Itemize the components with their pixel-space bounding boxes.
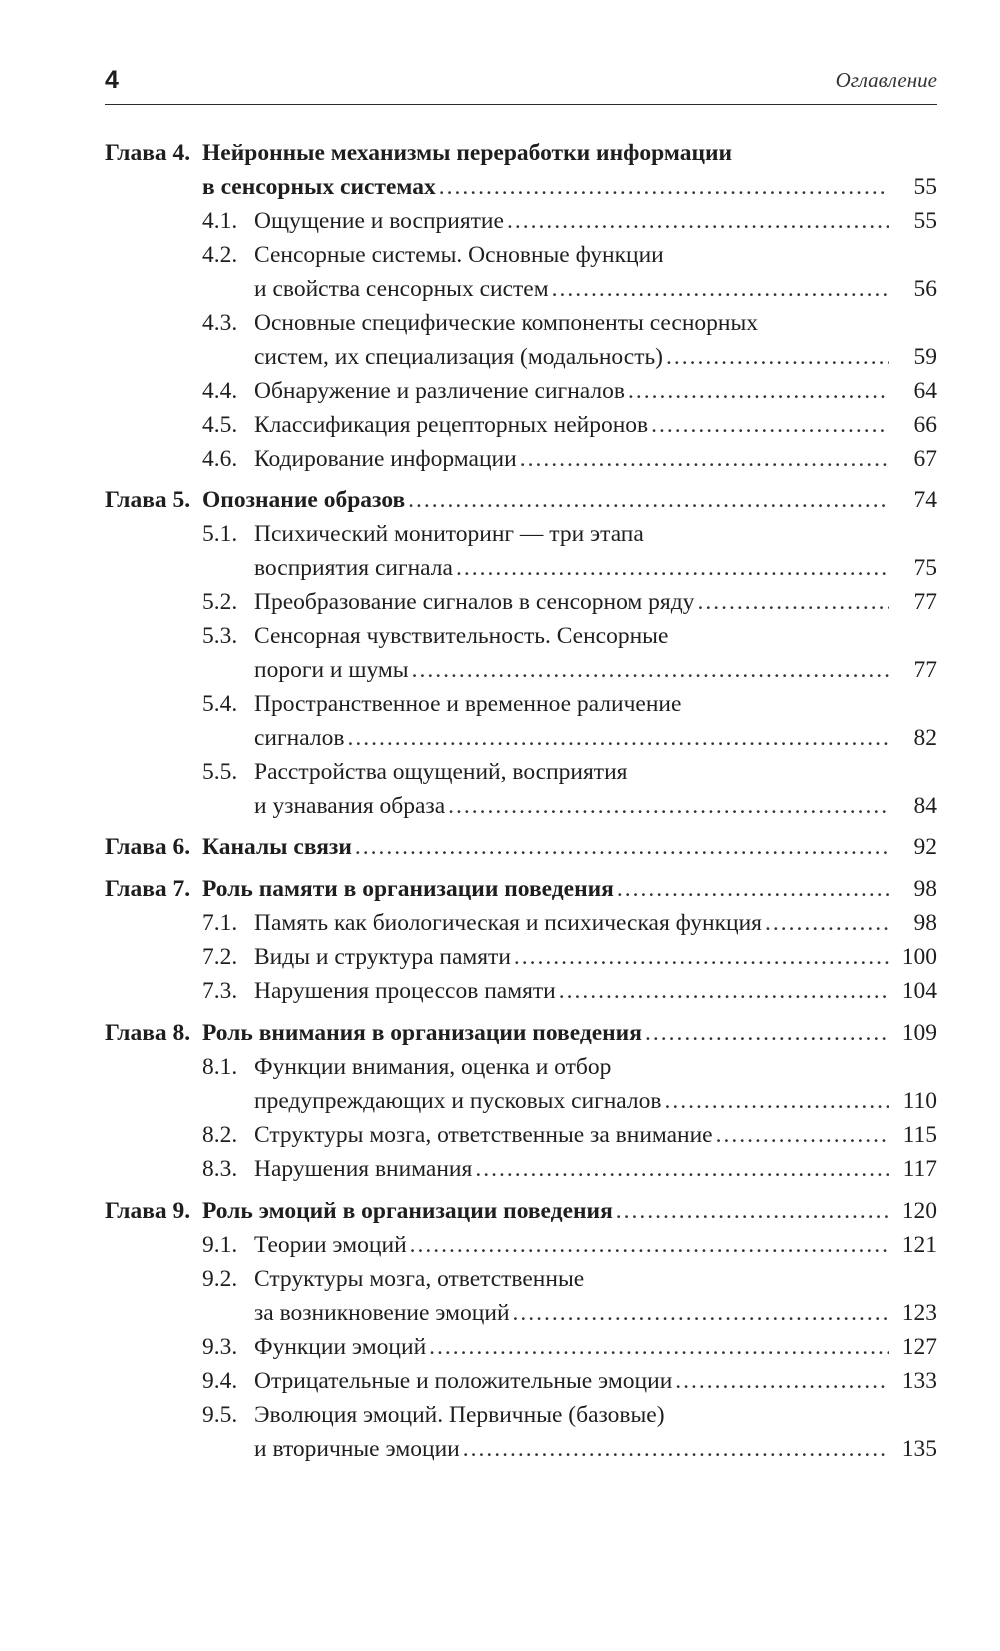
toc-section-9-3[interactable] [202,1332,937,1362]
page-ref: 127 [901,1334,937,1360]
dot-leader [475,1154,889,1184]
section-number: 4.1. [202,208,238,234]
chapter-title: Роль эмоций в организации поведения [202,1198,613,1224]
section-title: Расстройства ощущений, восприятия [254,759,628,785]
chapter-title: Роль внимания в организации поведения [202,1020,642,1046]
section-title: Нарушения внимания [254,1156,473,1182]
page-ref: 67 [913,446,937,472]
section-number: 7.2. [202,944,238,970]
section-title: и свойства сенсорных систем [254,276,549,302]
section-number: 4.4. [202,378,238,404]
page-header [105,62,937,105]
section-number: 9.5. [202,1402,238,1428]
section-number: 4.3. [202,310,238,336]
section-number: 7.1. [202,910,238,936]
dot-leader [559,976,889,1006]
section-title: Сенсорная чувствительность. Сенсорные [254,623,669,649]
section-title: Структуры мозга, ответственные за внимание [254,1122,713,1148]
section-title: Теории эмоций [254,1232,407,1258]
page-ref: 77 [913,589,937,615]
page-ref: 109 [901,1020,937,1046]
toc-section-8-3[interactable] [202,1154,937,1184]
section-title: Классификация рецепторных нейронов [254,412,649,438]
dot-leader [514,942,889,972]
chapter-title: Нейронные механизмы переработки информации [202,140,733,166]
section-number: 8.3. [202,1156,238,1182]
dot-leader [666,342,889,372]
dot-leader [456,553,889,583]
page-ref: 110 [902,1088,937,1114]
toc-section-9-2[interactable] [254,1298,937,1328]
dot-leader [697,587,889,617]
section-title: Эволюция эмоций. Первичные (базовые) [254,1402,665,1428]
toc-section-4-2[interactable] [254,274,937,304]
section-number: 4.5. [202,412,238,438]
toc-section-9-1[interactable] [202,1230,937,1260]
dot-leader [439,172,889,202]
section-title: и узнавания образа [254,793,446,819]
toc-section-9-4[interactable] [202,1366,937,1396]
chapter-label: Глава 7. [105,876,191,902]
page-ref: 123 [901,1300,937,1326]
chapter-title: в сенсорных системах [202,174,436,200]
section-title: Сенсорные системы. Основные функции [254,242,664,268]
toc-section-5-3-line1 [202,621,937,651]
dot-leader [410,1230,889,1260]
dot-leader [675,1366,889,1396]
section-title: Нарушения процессов памяти [254,978,556,1004]
dot-leader [513,1298,889,1328]
section-title: Пространственное и временное раличение [254,691,682,717]
page-ref: 77 [913,657,937,683]
section-title: Функции эмоций [254,1334,427,1360]
section-number: 7.3. [202,978,238,1004]
page-ref: 59 [913,344,937,370]
section-number: 8.2. [202,1122,238,1148]
section-title: Отрицательные и положительные эмоции [254,1368,673,1394]
page-ref: 55 [913,208,937,234]
section-title: Психический мониторинг — три этапа [254,521,644,547]
toc-section-5-1[interactable] [254,553,937,583]
toc-section-9-2-line1 [202,1264,937,1294]
toc-section-5-5-line1 [202,757,937,787]
section-title: Основные специфические компоненты сеснорных [254,310,759,336]
toc-section-4-5[interactable] [202,410,937,440]
section-title: Ощущение и восприятие [254,208,504,234]
section-title: пороги и шумы [254,657,409,683]
dot-leader [507,206,889,236]
section-title: Обнаружение и различение сигналов [254,378,625,404]
page-ref: 100 [901,944,937,970]
chapter-label: Глава 5. [105,487,191,513]
section-number: 9.1. [202,1232,238,1258]
page-ref: 55 [913,174,937,200]
toc-chapter-6[interactable] [105,832,937,862]
toc-section-8-1[interactable] [254,1086,937,1116]
toc-chapter-8[interactable] [105,1018,937,1048]
chapter-label: Глава 4. [105,140,191,166]
page-ref: 104 [901,978,937,1004]
page-ref: 135 [901,1436,937,1462]
toc-section-8-1-line1 [202,1052,937,1082]
section-title: Функции внимания, оценка и отбор [254,1054,612,1080]
chapter-title: Каналы связи [202,834,352,860]
dot-leader [463,1434,889,1464]
section-title: и вторичные эмоции [254,1436,460,1462]
page-ref: 120 [901,1198,937,1224]
page-ref: 75 [913,555,937,581]
toc-section-5-1-line1 [202,519,937,549]
dot-leader [429,1332,889,1362]
chapter-title: Опознание образов [202,487,406,513]
page-ref: 98 [913,910,937,936]
toc-chapter-5[interactable] [105,485,937,515]
toc-section-9-5[interactable] [254,1434,937,1464]
section-title: Виды и структура памяти [254,944,511,970]
toc-section-4-3[interactable] [254,342,937,372]
dot-leader [552,274,889,304]
section-title: Преобразование сигналов в сенсорном ряду [254,589,695,615]
section-title: восприятия сигнала [254,555,453,581]
toc-section-5-2[interactable] [202,587,937,617]
section-number: 4.6. [202,446,238,472]
dot-leader [645,1018,889,1048]
section-title: предупреждающих и пусковых сигналов [254,1088,662,1114]
page-ref: 84 [913,793,937,819]
toc-section-8-2[interactable] [202,1120,937,1150]
section-number: 5.3. [202,623,238,649]
section-number: 8.1. [202,1054,238,1080]
section-title: систем, их специализация (модальность) [254,344,664,370]
chapter-title: Роль памяти в организации поведения [202,876,614,902]
section-number: 9.2. [202,1266,238,1292]
dot-leader [616,1196,889,1226]
page-ref: 98 [913,876,937,902]
chapter-label: Глава 6. [105,834,191,860]
page-ref: 92 [913,834,937,860]
toc-section-4-3-line1 [202,308,937,338]
toc-chapter-4-title-line1 [105,138,937,168]
page-ref: 121 [901,1232,937,1258]
dot-leader [628,376,889,406]
toc-section-4-4[interactable] [202,376,937,406]
toc-section-7-1[interactable] [202,908,937,938]
chapter-label: Глава 9. [105,1198,191,1224]
section-number: 5.1. [202,521,238,547]
dot-leader [355,832,889,862]
toc-section-5-4-line1 [202,689,937,719]
section-title: сигналов [254,725,345,751]
toc-section-7-2[interactable] [202,942,937,972]
running-head: Оглавление [835,68,937,92]
dot-leader [448,791,889,821]
dot-leader [617,874,889,904]
page-ref: 117 [902,1156,937,1182]
toc-section-9-5-line1 [202,1400,937,1430]
section-title: за возникновение эмоций [254,1300,510,1326]
toc-section-4-2-line1 [202,240,937,270]
dot-leader [765,908,889,938]
dot-leader [347,723,889,753]
toc-section-5-4[interactable] [254,723,937,753]
dot-leader [408,485,889,515]
toc-chapter-9[interactable] [105,1196,937,1226]
section-title: Кодирование информации [254,446,517,472]
page-ref: 64 [913,378,937,404]
section-number: 5.2. [202,589,238,615]
dot-leader [716,1120,889,1150]
page-ref: 115 [902,1122,937,1148]
toc-section-4-6[interactable] [202,444,937,474]
page-ref: 56 [913,276,937,302]
toc-section-5-3[interactable] [254,655,937,685]
chapter-label: Глава 8. [105,1020,191,1046]
section-number: 4.2. [202,242,238,268]
dot-leader [520,444,889,474]
section-number: 5.4. [202,691,238,717]
toc-chapter-4[interactable] [202,172,937,202]
toc-section-4-1[interactable] [202,206,937,236]
dot-leader [665,1086,889,1116]
page-ref: 66 [913,412,937,438]
toc-section-5-5[interactable] [254,791,937,821]
toc-section-7-3[interactable] [202,976,937,1006]
toc-chapter-7[interactable] [105,874,937,904]
section-number: 5.5. [202,759,238,785]
page-ref: 133 [901,1368,937,1394]
section-title: Память как биологическая и психическая функция [254,910,762,936]
page-number: 4 [105,66,119,94]
dot-leader [651,410,889,440]
page-ref: 82 [913,725,937,751]
dot-leader [412,655,889,685]
section-number: 9.4. [202,1368,238,1394]
section-title: Структуры мозга, ответственные [254,1266,585,1292]
section-number: 9.3. [202,1334,238,1360]
page-ref: 74 [913,487,937,513]
